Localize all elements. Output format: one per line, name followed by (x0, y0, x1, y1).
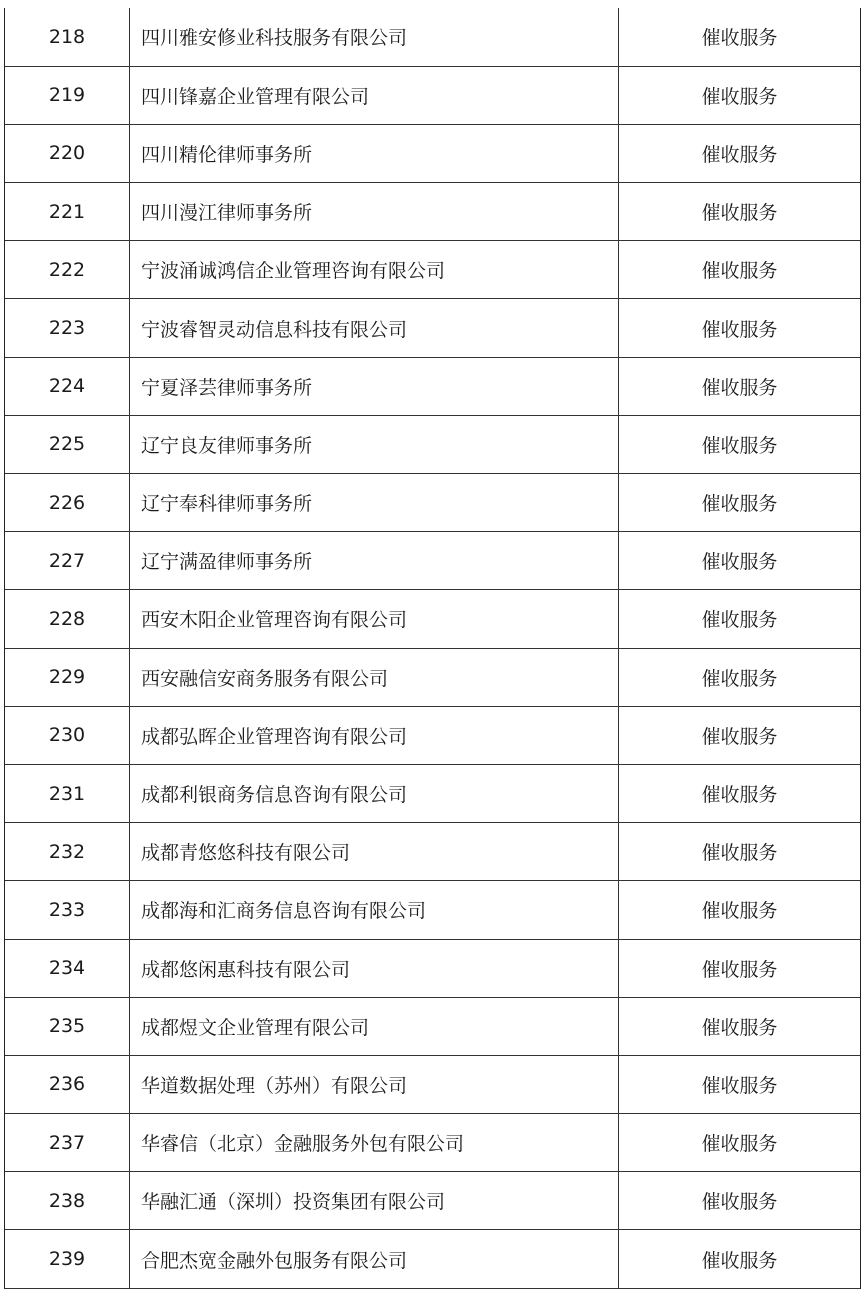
service-type: 催收服务 (619, 939, 861, 997)
row-number: 237 (5, 1114, 130, 1172)
table-row (5, 939, 860, 997)
company-name: 宁波睿智灵动信息科技有限公司 (130, 299, 619, 357)
company-name: 四川精伦律师事务所 (130, 124, 619, 182)
table-row (5, 764, 860, 822)
table-row (5, 8, 860, 66)
company-name: 合肥杰宽金融外包服务有限公司 (130, 1230, 619, 1288)
row-number: 229 (5, 648, 130, 706)
table-row (5, 124, 860, 182)
company-name: 辽宁奉科律师事务所 (130, 474, 619, 532)
table-row (5, 66, 860, 124)
company-name: 辽宁良友律师事务所 (130, 415, 619, 473)
company-name: 华融汇通（深圳）投资集团有限公司 (130, 1172, 619, 1230)
row-number: 239 (5, 1230, 130, 1288)
row-number: 236 (5, 1055, 130, 1113)
service-type: 催收服务 (619, 415, 861, 473)
company-name: 辽宁满盈律师事务所 (130, 532, 619, 590)
table-row (5, 241, 860, 299)
company-table-body (5, 8, 860, 1288)
row-number: 224 (5, 357, 130, 415)
table-row (5, 299, 860, 357)
service-type: 催收服务 (619, 1055, 861, 1113)
table-row (5, 881, 860, 939)
table-row (5, 532, 860, 590)
service-type: 催收服务 (619, 881, 861, 939)
company-name: 成都利银商务信息咨询有限公司 (130, 764, 619, 822)
table-row (5, 1055, 860, 1113)
service-type: 催收服务 (619, 648, 861, 706)
row-number: 218 (5, 8, 130, 66)
service-type: 催收服务 (619, 590, 861, 648)
company-name: 华道数据处理（苏州）有限公司 (130, 1055, 619, 1113)
service-type: 催收服务 (619, 241, 861, 299)
company-list-sheet (4, 8, 861, 1289)
row-number: 235 (5, 997, 130, 1055)
table-row (5, 474, 860, 532)
company-name: 四川漫江律师事务所 (130, 183, 619, 241)
company-name: 宁波涌诚鸿信企业管理咨询有限公司 (130, 241, 619, 299)
row-number: 227 (5, 532, 130, 590)
company-name: 成都青悠悠科技有限公司 (130, 823, 619, 881)
company-name: 华睿信（北京）金融服务外包有限公司 (130, 1114, 619, 1172)
service-type: 催收服务 (619, 823, 861, 881)
service-type: 催收服务 (619, 1230, 861, 1288)
table-row (5, 590, 860, 648)
row-number: 230 (5, 706, 130, 764)
company-name: 成都悠闲惠科技有限公司 (130, 939, 619, 997)
row-number: 221 (5, 183, 130, 241)
company-name: 西安木阳企业管理咨询有限公司 (130, 590, 619, 648)
service-type: 催收服务 (619, 66, 861, 124)
table-row (5, 1230, 860, 1288)
row-number: 219 (5, 66, 130, 124)
table-row (5, 1114, 860, 1172)
company-name: 成都弘晖企业管理咨询有限公司 (130, 706, 619, 764)
row-number: 222 (5, 241, 130, 299)
service-type: 催收服务 (619, 706, 861, 764)
table-row (5, 357, 860, 415)
table-row (5, 706, 860, 764)
table-row (5, 183, 860, 241)
row-number: 220 (5, 124, 130, 182)
table-row (5, 823, 860, 881)
service-type: 催收服务 (619, 997, 861, 1055)
company-name: 西安融信安商务服务有限公司 (130, 648, 619, 706)
table-row (5, 648, 860, 706)
service-type: 催收服务 (619, 357, 861, 415)
service-type: 催收服务 (619, 183, 861, 241)
service-type: 催收服务 (619, 1172, 861, 1230)
row-number: 228 (5, 590, 130, 648)
service-type: 催收服务 (619, 1114, 861, 1172)
company-name: 成都煜文企业管理有限公司 (130, 997, 619, 1055)
table-row (5, 415, 860, 473)
row-number: 223 (5, 299, 130, 357)
table-row (5, 1172, 860, 1230)
service-type: 催收服务 (619, 474, 861, 532)
row-number: 238 (5, 1172, 130, 1230)
company-name: 四川锋嘉企业管理有限公司 (130, 66, 619, 124)
row-number: 231 (5, 764, 130, 822)
row-number: 234 (5, 939, 130, 997)
row-number: 226 (5, 474, 130, 532)
company-name: 四川雅安修业科技服务有限公司 (130, 8, 619, 66)
service-type: 催收服务 (619, 764, 861, 822)
service-type: 催收服务 (619, 8, 861, 66)
row-number: 232 (5, 823, 130, 881)
service-type: 催收服务 (619, 299, 861, 357)
company-name: 成都海和汇商务信息咨询有限公司 (130, 881, 619, 939)
row-number: 233 (5, 881, 130, 939)
company-name: 宁夏泽芸律师事务所 (130, 357, 619, 415)
table-row (5, 997, 860, 1055)
row-number: 225 (5, 415, 130, 473)
service-type: 催收服务 (619, 124, 861, 182)
service-type: 催收服务 (619, 532, 861, 590)
company-table (5, 8, 860, 1289)
